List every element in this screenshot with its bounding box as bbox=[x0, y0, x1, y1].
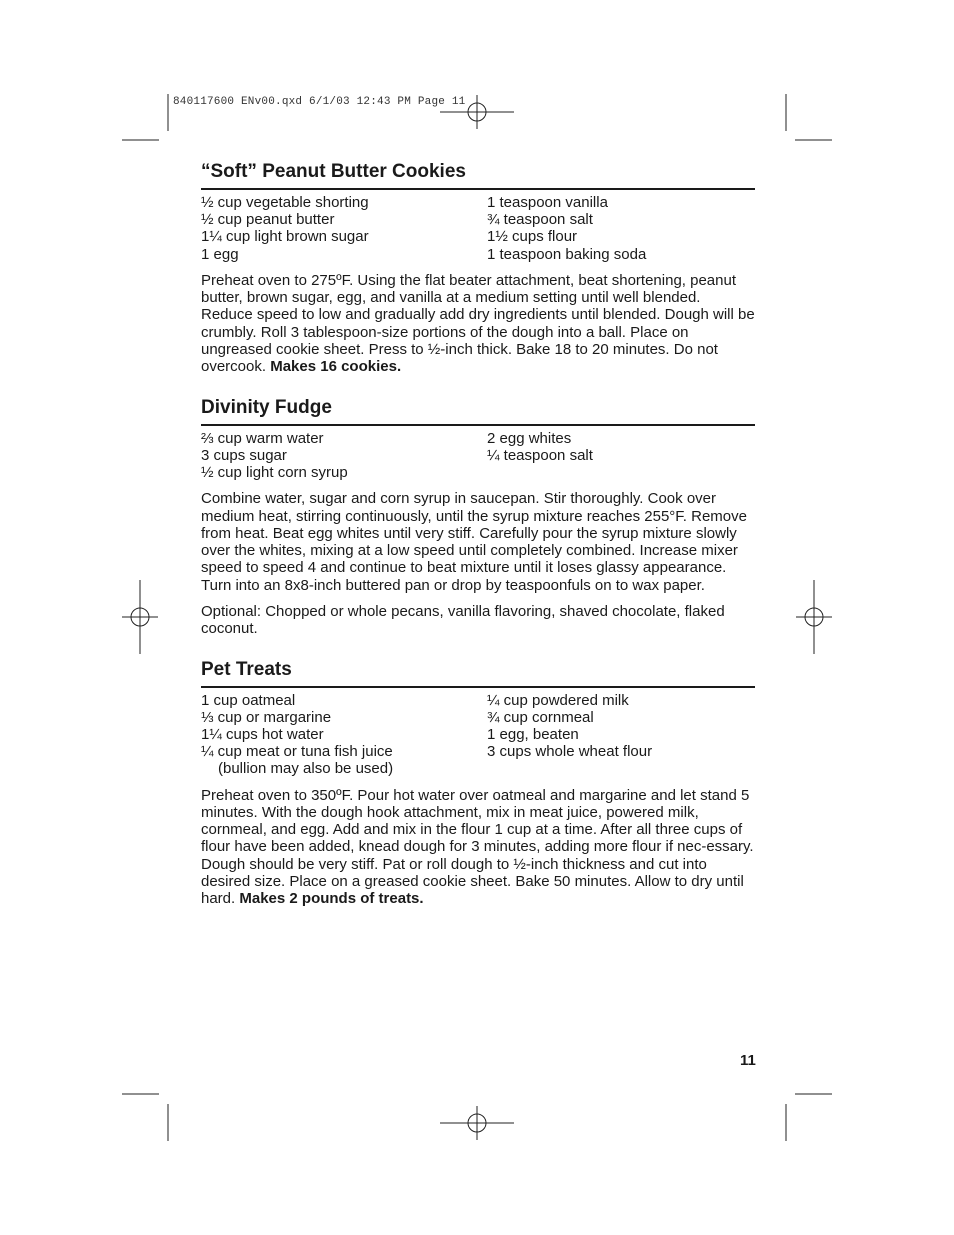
ingredient-column-left bbox=[201, 194, 487, 263]
ingredient-item: ½ cup peanut butter bbox=[201, 211, 335, 229]
recipe-title: Divinity Fudge bbox=[201, 396, 755, 426]
ingredient-item: 1 teaspoon baking soda bbox=[487, 245, 647, 263]
ingredient-item: 1½ cups flour bbox=[487, 228, 578, 246]
ingredient-item: ¼ cup powdered milk bbox=[487, 691, 629, 709]
ingredient-item: 1 cup oatmeal bbox=[201, 691, 296, 709]
recipe-yield: Makes 2 pounds of treats. bbox=[239, 890, 424, 908]
ingredient-item: 1 egg bbox=[201, 245, 239, 263]
ingredient-column-right bbox=[487, 692, 755, 778]
ingredient-item: ⅓ cup or margarine bbox=[201, 708, 332, 726]
recipe-peanut-butter-cookies bbox=[201, 160, 755, 376]
ingredient-item: 3 cups whole wheat flour bbox=[487, 743, 653, 761]
file-slug: 840117600 ENv00.qxd 6/1/03 12:43 PM Page 11 bbox=[173, 96, 466, 108]
ingredient-item: ⅔ cup warm water bbox=[201, 429, 324, 447]
directions-text: Preheat oven to 275ºF. Using the flat beater attachment, beat shortening, peanut butter, brown sugar, egg, and vanilla at a medium setting until well blended. Reduce speed to low and gradually add dry ingredients until blended. Dough will be crumbly. Roll 3 tablespoon-size portions of the dough into a ball. Place on ungreased cookie sheet. Press to ½-inch thick. Bake 18 to 20 minutes. Do not overcook. bbox=[201, 271, 755, 376]
ingredient-item: ¼ cup meat or tuna fish juice bbox=[201, 743, 393, 761]
ingredient-item: 1 teaspoon vanilla bbox=[487, 194, 608, 211]
ingredient-item-note: (bullion may also be used) bbox=[218, 760, 394, 778]
ingredient-item: 1¼ cup light brown sugar bbox=[201, 228, 369, 246]
recipe-pet-treats bbox=[201, 658, 755, 908]
ingredient-item: ¼ teaspoon salt bbox=[487, 446, 593, 464]
recipe-directions bbox=[201, 272, 755, 376]
ingredient-item: ¾ teaspoon salt bbox=[487, 211, 593, 229]
recipe-yield: Makes 16 cookies. bbox=[270, 358, 402, 376]
recipe-title: Pet Treats bbox=[201, 658, 755, 688]
recipe-title: “Soft” Peanut Butter Cookies bbox=[201, 160, 755, 190]
recipe-directions: Combine water, sugar and corn syrup in saucepan. Stir thoroughly. Cook over medium heat, stirring continuously, until the syrup mixture reaches 255°F. Remove from heat. Beat egg whites until very stiff. Carefully pour the syrup mixture slowly over the whites, mixing at a low speed until completely combined. Increase mixer speed to speed 4 and continue to beat mixture until it loses glassy appearance. Turn into an 8x8-inch buttered pan or drop by teaspoonfuls on to wax paper. bbox=[201, 490, 747, 594]
recipe-optional-note: Optional: Chopped or whole pecans, vanilla flavoring, shaved chocolate, flaked coconut. bbox=[201, 602, 725, 638]
ingredient-item: 3 cups sugar bbox=[201, 446, 287, 464]
ingredient-list bbox=[201, 692, 755, 778]
ingredient-column-right bbox=[487, 430, 755, 482]
ingredient-column-right bbox=[487, 194, 755, 263]
directions-text: Preheat oven to 350ºF. Pour hot water over oatmeal and margarine and let stand 5 minutes. With the dough hook attachment, mix in meat juice, powered milk, cornmeal, and egg. Add and mix in the flour 1 cup at a time. After all three cups of flour have been added, knead dough for 3 minutes, adding more flour if nec-essary. Dough should be very stiff. Pat or roll dough to ½-inch thickness and cut into desired size. Place on a greased cookie sheet. Bake 50 minutes. Allow to dry until hard. bbox=[201, 786, 754, 908]
ingredient-item: 1 egg, beaten bbox=[487, 725, 579, 743]
page-number: 11 bbox=[740, 1052, 756, 1069]
ingredient-item: 1¼ cups hot water bbox=[201, 725, 324, 743]
ingredient-item: ½ cup light corn syrup bbox=[201, 464, 348, 481]
ingredient-item: ¾ cup cornmeal bbox=[487, 708, 594, 726]
ingredient-list bbox=[201, 194, 755, 263]
ingredient-list bbox=[201, 430, 755, 482]
recipe-page bbox=[201, 160, 755, 908]
ingredient-column-left bbox=[201, 430, 487, 482]
recipe-divinity-fudge bbox=[201, 396, 755, 638]
ingredient-column-left bbox=[201, 692, 487, 778]
ingredient-item: 2 egg whites bbox=[487, 429, 572, 447]
recipe-directions bbox=[201, 787, 755, 908]
ingredient-item: ½ cup vegetable shorting bbox=[201, 194, 369, 211]
